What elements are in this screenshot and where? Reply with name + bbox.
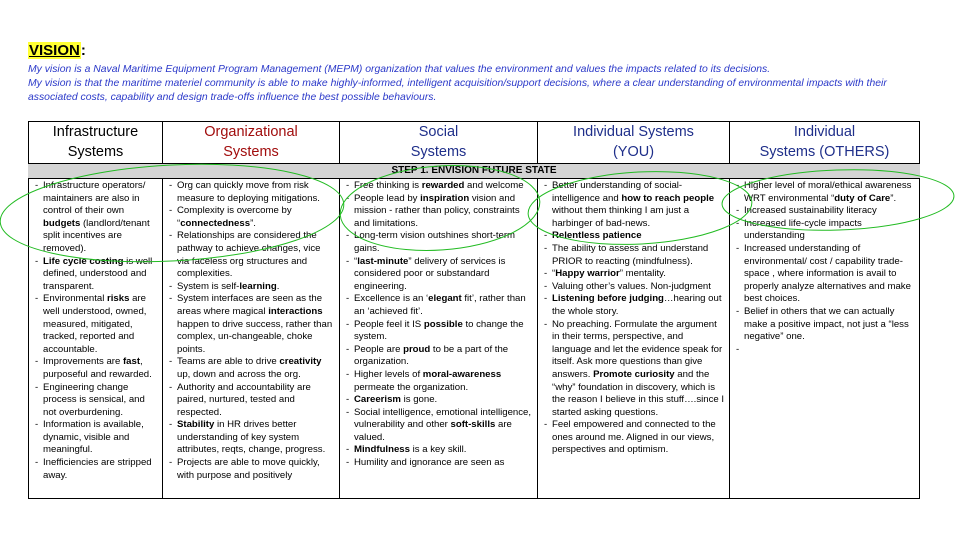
- item-text: to change the system.: [354, 318, 524, 343]
- bold-text: Listening before judging: [552, 293, 664, 305]
- item-list: [35, 180, 158, 482]
- item-text: Org can quickly move from risk measure to deploying mitigations.: [177, 180, 320, 204]
- list-item: [346, 256, 533, 294]
- item-text: People lead by: [354, 192, 421, 204]
- step-banner: STEP 1. ENVISION FUTURE STATE: [28, 163, 920, 179]
- list-item: [346, 319, 533, 344]
- list-item: [736, 218, 915, 243]
- bold-text: proud: [403, 343, 431, 355]
- item-text: ” delivery of services is considered poor or substandard engineering.: [354, 255, 506, 292]
- item-text: are well understood, owned, measured, mitigated, tracked, reported and accountable.: [43, 293, 147, 355]
- list-item: [346, 369, 533, 394]
- column-body: [163, 178, 339, 498]
- bold-text: Relentless patience: [552, 230, 642, 242]
- list-item: [169, 293, 335, 356]
- list-item: [346, 180, 533, 193]
- bold-text: risks: [107, 293, 130, 305]
- bold-text: Happy warrior: [555, 268, 620, 280]
- item-text: happen to drive success, rather than complex, un-changeable, choke points.: [177, 318, 333, 355]
- item-list: [346, 180, 533, 470]
- list-item: [736, 243, 915, 306]
- list-item: [35, 293, 158, 356]
- column-header: [29, 122, 162, 162]
- bold-text: Promote curiosity: [593, 368, 675, 380]
- systems-table: [28, 121, 920, 499]
- column-body: [730, 178, 919, 498]
- item-text: Infrastructure operators/ maintainers are also in control of their own: [43, 180, 146, 217]
- item-text: ” mentality.: [619, 268, 666, 280]
- list-item: [346, 293, 533, 318]
- list-item: [169, 356, 335, 381]
- item-text: is a key skill.: [409, 444, 467, 456]
- bold-text: fast: [122, 356, 141, 368]
- item-text: are valued.: [354, 419, 512, 443]
- item-text: Increased life-cycle impacts understanding: [744, 217, 862, 242]
- vision-line-1: My vision is a Naval Maritime Equipment Program Management (MEPM) organization that values the environment and values the impacts related to its decisions.: [28, 64, 771, 75]
- item-text: System is self-: [177, 280, 240, 292]
- list-item: [346, 193, 533, 231]
- list-item: [169, 457, 335, 482]
- list-item: [544, 281, 725, 294]
- bold-text: Careerism: [354, 394, 401, 406]
- item-text: Authority and accountability are paired, nurtured, tested and respected.: [177, 381, 311, 418]
- item-text: Social intelligence, emotional intelligence, vulnerability and other: [354, 406, 532, 431]
- item-text: Free thinking is: [354, 180, 422, 191]
- item-text: permeate the organization.: [354, 381, 469, 393]
- item-text: Engineering change process is sensical, and not overburdening.: [43, 381, 145, 418]
- item-text: ”.: [250, 217, 256, 229]
- bold-text: interactions: [268, 305, 323, 317]
- item-text: Improvements are: [43, 356, 123, 368]
- bold-text: elegant: [428, 293, 462, 305]
- list-item: [169, 419, 335, 457]
- list-item: [736, 180, 915, 205]
- list-item: [346, 394, 533, 407]
- list-item: [35, 457, 158, 482]
- item-text: Belief in others that we can actually make a positive impact, not just a “less negative” one.: [744, 305, 909, 343]
- list-item: [35, 256, 158, 294]
- list-item: [544, 230, 725, 243]
- item-text: “: [354, 255, 358, 267]
- item-text: System interfaces are seen as the areas where magical: [177, 293, 323, 317]
- item-text: without them thinking I am just a harbinger of bad-news.: [552, 205, 690, 229]
- item-text: Projects are able to move quickly, with purpose and positively: [177, 457, 320, 481]
- header-line-2: Systems: [410, 144, 467, 160]
- list-item: [544, 293, 725, 318]
- item-text: Better understanding of social-intelligence and: [552, 180, 683, 204]
- list-item: [736, 306, 915, 344]
- header-line-1: Individual: [793, 124, 856, 140]
- item-text: Inefficiencies are stripped away.: [43, 457, 152, 481]
- item-list: [169, 180, 335, 482]
- vision-heading: [28, 42, 86, 59]
- header-line-1: Individual Systems: [573, 124, 694, 140]
- item-text: ”.: [890, 192, 897, 204]
- item-text: The ability to assess and understand PRIOR to reacting (mindfulness).: [552, 242, 709, 267]
- item-text: Relationships are considered the pathway to achieve changes, vice via faceless org structures and complexities.: [177, 230, 321, 280]
- list-item: [544, 180, 725, 230]
- header-line-2: Systems: [67, 144, 124, 160]
- bold-text: duty of Care: [834, 192, 891, 204]
- item-text: Excellence is an ‘: [354, 293, 429, 305]
- list-item: [35, 419, 158, 457]
- item-text: and the “why” foundation in discovery, which is the reason I believe in this stuff….since I started asking questions.: [552, 368, 725, 418]
- item-text: People are: [354, 343, 404, 355]
- list-item: [346, 457, 533, 470]
- item-text: vision and mission - rather than policy, constraints and limitations.: [354, 192, 520, 229]
- bold-text: learning: [239, 280, 277, 292]
- list-item: [169, 180, 335, 205]
- item-text: .: [276, 280, 280, 292]
- item-text: Complexity is overcome by “: [177, 205, 292, 229]
- list-item: [35, 382, 158, 420]
- item-text: Feel empowered and connected to the ones around me. Aligned in our views, perspectives and optimism.: [552, 419, 716, 456]
- list-item: [169, 205, 335, 230]
- list-item: [346, 344, 533, 369]
- bold-text: inspiration: [420, 192, 470, 204]
- vision-statement: [28, 63, 928, 105]
- vision-label: VISION: [29, 42, 80, 59]
- item-text: in HR drives better understanding of key system attributes, reqts, change, progress.: [177, 419, 326, 456]
- item-text: Increased understanding of environmental/ cost / capability trade-space , where information is avail to properly analyze alternatives and make best choices.: [744, 242, 911, 305]
- list-item: [346, 230, 533, 255]
- bold-text: rewarded: [421, 180, 465, 191]
- item-text: …hearing out the whole story.: [552, 293, 722, 317]
- item-text: Teams are able to drive: [177, 356, 280, 368]
- item-text: Higher level of moral/ethical awareness WRT environmental “: [744, 180, 912, 204]
- list-item: [736, 205, 915, 218]
- list-item: [544, 243, 725, 268]
- item-text: Information is available, dynamic, visible and meaningful.: [43, 419, 144, 456]
- bold-text: soft-skills: [450, 419, 496, 431]
- item-text: Long-term vision outshines short-term gains.: [354, 230, 516, 254]
- item-list: [736, 180, 915, 344]
- column-body: [340, 178, 537, 498]
- item-text: Higher levels of: [354, 368, 423, 380]
- item-text: Environmental: [43, 293, 107, 305]
- bold-text: budgets: [43, 217, 81, 229]
- item-text: People feel it IS: [354, 318, 424, 330]
- column-body: [538, 178, 729, 498]
- bold-text: how to reach people: [621, 192, 715, 204]
- item-text: Humility and ignorance are seen as: [354, 457, 505, 469]
- item-text: is gone.: [400, 394, 438, 406]
- bold-text: connectedness: [180, 217, 251, 229]
- list-item: [35, 356, 158, 381]
- column-header: [340, 122, 537, 162]
- list-item: [544, 319, 725, 420]
- vision-line-2: My vision is that the maritime materiel community is able to make highly-informed, intelligent acquisition/support decisions, where a clear understanding of environmental impacts with their associated costs, capability and design trade-offs influence the best possible behaviours.: [28, 78, 887, 103]
- list-item: [35, 180, 158, 256]
- header-line-1: Social: [418, 124, 459, 140]
- list-item: [346, 444, 533, 457]
- column-header: [163, 122, 339, 162]
- bold-text: moral-awareness: [422, 368, 502, 380]
- list-item: [544, 268, 725, 281]
- bold-text: Mindfulness: [354, 444, 410, 456]
- item-text: fit’, rather than an ‘achieved fit’.: [354, 293, 526, 317]
- item-text: is well defined, understood and transparent.: [43, 255, 153, 292]
- item-text: , purposeful and rewarded.: [43, 356, 152, 380]
- column-header: [730, 122, 919, 162]
- list-item: [544, 419, 725, 457]
- bold-text: Life cycle costing: [43, 255, 124, 267]
- header-line-2: (YOU): [612, 144, 655, 160]
- item-text: to be a part of the organization.: [354, 343, 509, 368]
- item-text: up, down and across the org.: [177, 368, 301, 380]
- list-item: [346, 407, 533, 445]
- bold-text: last-minute: [357, 255, 409, 267]
- bold-text: possible: [423, 318, 463, 330]
- list-item: [169, 281, 335, 294]
- column-body: [29, 178, 162, 498]
- item-text: No preaching. Formulate the argument in their terms, perspective, and language and let the evidence speak for itself. Ask more questions than give answers.: [552, 318, 723, 380]
- list-item: [169, 382, 335, 420]
- bold-text: Stability: [177, 419, 215, 431]
- item-list: [544, 180, 725, 457]
- header-line-2: Systems (OTHERS): [759, 144, 890, 160]
- header-line-1: Organizational: [204, 124, 298, 140]
- item-text: (landlord/tenant split incentives are removed).: [43, 217, 150, 254]
- vision-colon: :: [80, 42, 86, 59]
- item-text: Valuing other’s values. Non-judgment: [552, 280, 711, 292]
- item-text: “: [552, 268, 556, 280]
- bold-text: creativity: [279, 356, 322, 368]
- header-line-2: Systems: [223, 144, 279, 160]
- item-text: Increased sustainability literacy: [744, 205, 877, 217]
- item-text: and welcome: [464, 180, 524, 191]
- header-line-1: Infrastructure: [52, 124, 139, 140]
- column-header: [538, 122, 729, 162]
- list-item: [169, 230, 335, 280]
